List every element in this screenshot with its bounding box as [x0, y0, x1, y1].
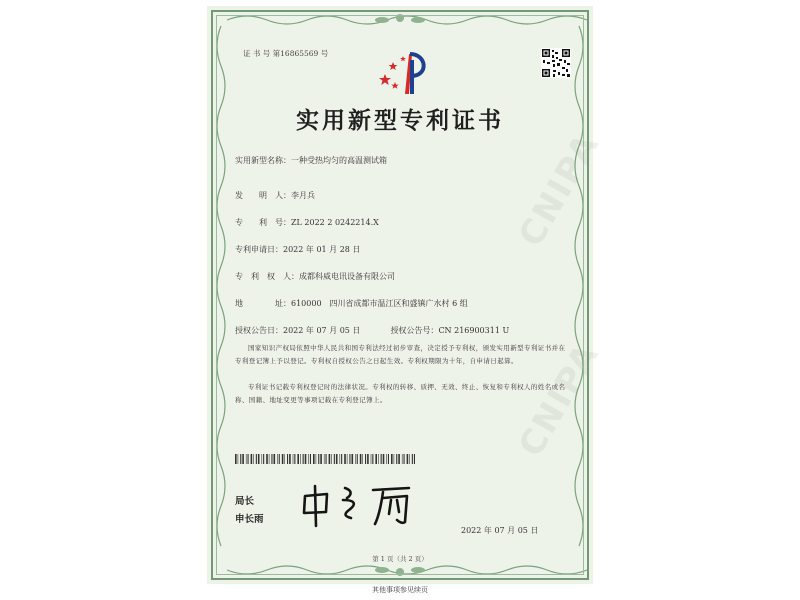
field-utility-model-name: [235, 155, 387, 166]
watermark-text: CNIPA: [510, 126, 608, 254]
field-value: 一种受热均匀的高温测试箱: [291, 156, 387, 165]
cnipa-logo-icon: [379, 48, 431, 96]
patent-certificate: [207, 6, 608, 584]
field-label: 实用新型名称：: [235, 156, 291, 165]
paragraph-legal-status: 专利证书记载专利权登记时的法律状况。专利权的转移、质押、无效、终止、恢复和专利权人的姓名或名称、国籍、地址变更等事项记载在专利登记簿上。: [235, 383, 566, 404]
field-value: 李月兵: [291, 191, 315, 200]
field-label: 专利申请日：: [235, 245, 283, 254]
certificate-number: 证 书 号 第16865569 号: [243, 49, 329, 58]
field-value: ZL 2022 2 0242214.X: [291, 218, 379, 227]
field-label: 发 明 人：: [235, 191, 291, 200]
field-label: 专 利 号：: [235, 218, 291, 227]
field-label: 授权公告日：: [235, 326, 283, 335]
field-value: 2022 年 07 月 05 日: [283, 326, 361, 335]
signatory-name: 申长雨: [235, 514, 264, 525]
field-label: 地 址：: [235, 299, 291, 308]
signatory-title: 局长: [235, 496, 255, 507]
signature-date: 2022 年 07 月 05 日: [461, 526, 539, 535]
paragraph-grant-statement: 国家知识产权局依照中华人民共和国专利法经过初步审查，决定授予专利权，颁发实用新型专利证书并在专利登记簿上予以登记。专利权自授权公告之日起生效。专利权期限为十年，自申请日起算。: [235, 344, 566, 365]
footer-note: 其他事项参见续页: [372, 586, 428, 594]
field-label-grant-number: 授权公告号：: [390, 326, 439, 335]
field-value: 610000 四川省成都市温江区和盛镇广水村 6 组: [291, 299, 468, 308]
handwritten-signature-icon: [299, 482, 431, 528]
field-inventor: [235, 190, 315, 201]
field-value: 成都科威电讯设备有限公司: [299, 272, 395, 281]
field-address: [235, 298, 468, 309]
field-grant-date: [235, 325, 509, 336]
field-label: 专 利 权 人：: [235, 272, 299, 281]
field-patent-number: [235, 217, 379, 228]
qr-code-icon: [541, 48, 571, 78]
field-patentee: [235, 271, 395, 282]
field-value: 2022 年 01 月 28 日: [283, 245, 361, 254]
certificate-title: 实用新型专利证书: [296, 107, 504, 134]
field-filing-date: [235, 244, 360, 255]
watermark-text-lower: CNIPA: [510, 336, 608, 464]
field-value-grant-number: CN 216900311 U: [438, 326, 510, 335]
page-indicator: 第 1 页（共 2 页）: [372, 555, 428, 563]
barcode-icon: [235, 454, 415, 464]
